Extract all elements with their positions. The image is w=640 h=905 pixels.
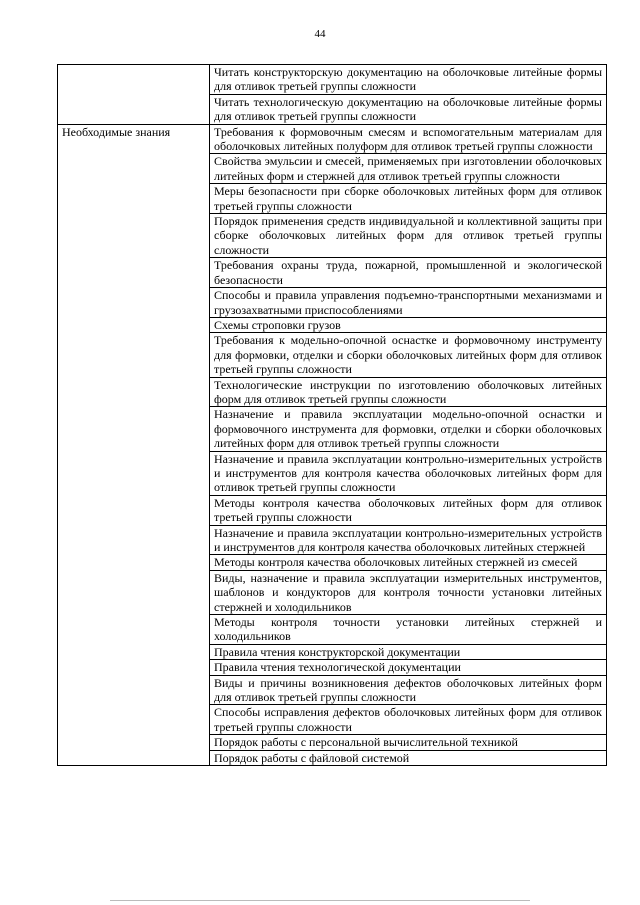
knowledge-cell: Методы контроля качества оболочковых литейных форм для отливок третьей группы сложности <box>210 495 607 525</box>
knowledge-cell: Правила чтения конструкторской документации <box>210 644 607 659</box>
knowledge-cell: Назначение и правила эксплуатации контрольно-измерительных устройств и инструментов для контроля качества оболочковых литейных стержней <box>210 525 607 555</box>
row-label-empty <box>58 65 210 125</box>
knowledge-cell: Способы и правила управления подъемно-транспортными механизмами и грузозахватными приспособлениями <box>210 288 607 318</box>
knowledge-cell: Порядок работы с файловой системой <box>210 750 607 765</box>
knowledge-cell: Технологические инструкции по изготовлению оболочковых литейных форм для отливок третьей группы сложности <box>210 377 607 407</box>
skill-cell: Читать технологическую документацию на оболочковые литейные формы для отливок третьей группы сложности <box>210 94 607 124</box>
knowledge-cell: Виды и причины возникновения дефектов оболочковых литейных форм для отливок третьей группы сложности <box>210 675 607 705</box>
knowledge-cell: Меры безопасности при сборке оболочковых литейных форм для отливок третьей группы сложности <box>210 184 607 214</box>
table-row <box>58 124 607 154</box>
knowledge-cell: Назначение и правила эксплуатации модельно-опочной оснастки и формовочного инструмента для формовки, отделки и сборки оболочковых литейных форм для отливок третьей группы сложности <box>210 407 607 451</box>
knowledge-cell: Порядок применения средств индивидуальной и коллективной защиты при сборке оболочковых литейных форм для отливок третьей группы сложности <box>210 214 607 258</box>
knowledge-cell: Требования к формовочным смесям и вспомогательным материалам для оболочковых литейных полуформ для отливок третьей группы сложности <box>210 124 607 154</box>
knowledge-cell: Требования к модельно-опочной оснастке и формовочному инструменту для формовки, отделки и сборки оболочковых литейных форм для отливок третьей группы сложности <box>210 333 607 377</box>
scan-edge-line <box>110 900 530 901</box>
knowledge-cell: Требования охраны труда, пожарной, промышленной и экологической безопасности <box>210 258 607 288</box>
knowledge-cell: Виды, назначение и правила эксплуатации измерительных инструментов, шаблонов и кондукторов для контроля точности установки литейных стержней и холодильников <box>210 570 607 614</box>
knowledge-cell: Методы контроля точности установки литейных стержней и холодильников <box>210 615 607 645</box>
knowledge-cell: Свойства эмульсии и смесей, применяемых при изготовлении оболочковых литейных форм и стержней для отливок третьей группы сложности <box>210 154 607 184</box>
knowledge-cell: Методы контроля качества оболочковых литейных стержней из смесей <box>210 555 607 570</box>
knowledge-cell: Порядок работы с персональной вычислительной техникой <box>210 735 607 750</box>
page-number: 44 <box>314 28 326 40</box>
table-row <box>58 65 607 95</box>
knowledge-cell: Правила чтения технологической документации <box>210 660 607 675</box>
knowledge-cell: Способы исправления дефектов оболочковых литейных форм для отливок третьей группы сложности <box>210 705 607 735</box>
knowledge-cell: Схемы строповки грузов <box>210 317 607 332</box>
competency-table <box>57 64 607 766</box>
row-label-knowledge: Необходимые знания <box>58 124 210 765</box>
knowledge-cell: Назначение и правила эксплуатации контрольно-измерительных устройств и инструментов для контроля качества оболочковых литейных форм для отливок третьей группы сложности <box>210 451 607 495</box>
skill-cell: Читать конструкторскую документацию на оболочковые литейные формы для отливок третьей группы сложности <box>210 65 607 95</box>
